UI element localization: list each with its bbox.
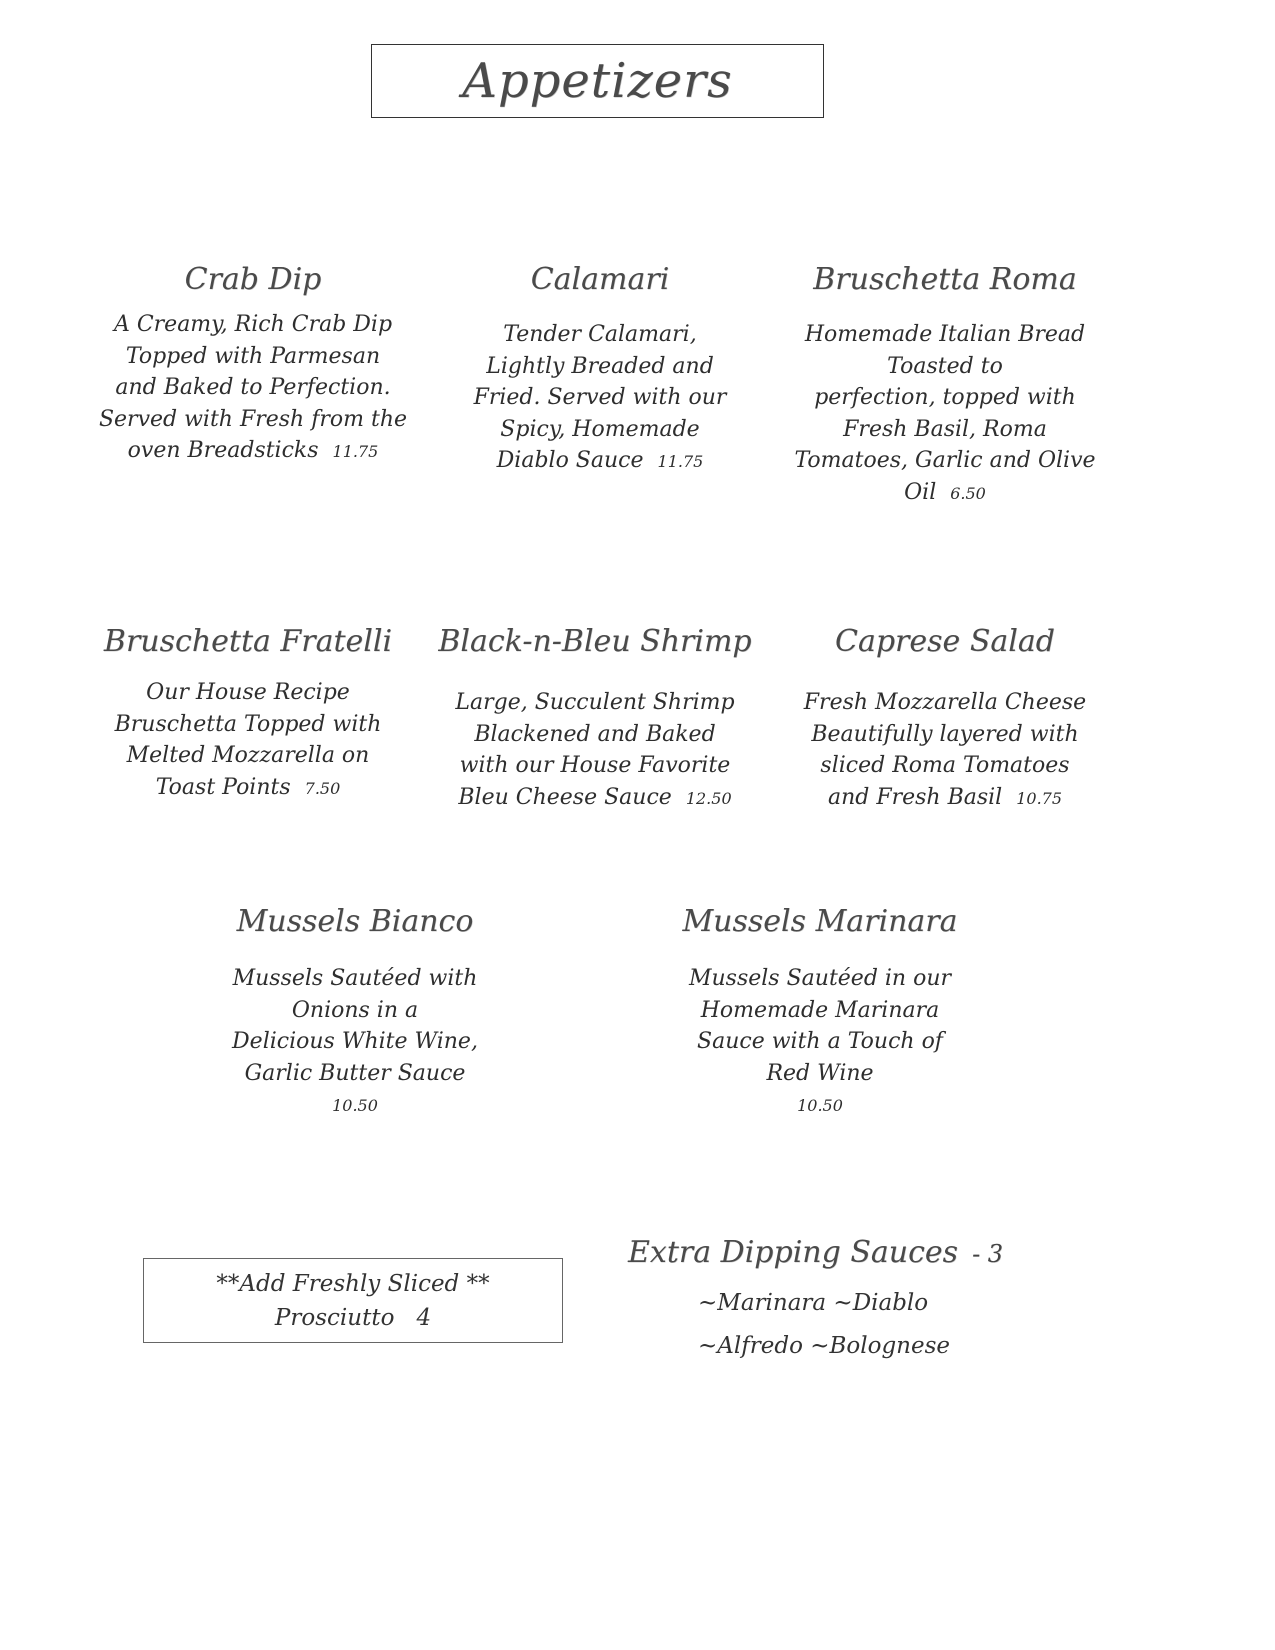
menu-item [785, 624, 1105, 814]
description-line: Delicious White Wine, [232, 1029, 478, 1054]
item-price: 11.75 [657, 452, 704, 471]
page-title: Appetizers [462, 53, 733, 109]
item-name: Mussels Bianco [236, 904, 474, 939]
description-line: Homemade Italian Bread [804, 322, 1086, 347]
menu-item [83, 624, 413, 804]
description-line: Toasted to [887, 353, 1003, 379]
description-line: Red Wine [766, 1060, 874, 1086]
description-line: Garlic Butter Sauce [244, 1060, 466, 1086]
item-price: 7.50 [304, 778, 341, 798]
item-description [195, 963, 515, 1122]
menu-item [83, 262, 423, 468]
menu-item [655, 904, 985, 1122]
description-line: Topped with Parmesan [125, 343, 381, 369]
item-price: 10.50 [797, 1096, 843, 1115]
description-line: with our House Favorite [459, 753, 731, 778]
sauces-section [628, 1235, 1048, 1368]
item-price: 10.75 [1016, 788, 1063, 808]
addon-item: Prosciutto 4 [274, 1305, 432, 1331]
item-description [655, 963, 985, 1122]
description-line: Fried. Served with our [473, 385, 727, 410]
item-name: Calamari [530, 262, 670, 297]
description-line: perfection, topped with [814, 385, 1076, 410]
menu-item [450, 262, 750, 478]
item-description [83, 309, 423, 468]
item-description [83, 677, 413, 804]
item-price: 6.50 [950, 483, 986, 503]
item-name: Black-n-Bleu Shrimp [438, 624, 752, 659]
description-line: Toast Points 7.50 [155, 774, 341, 800]
description-line: Oil 6.50 [904, 479, 986, 505]
item-description [785, 687, 1105, 814]
description-line: Bruschetta Topped with [114, 711, 382, 737]
description-line: Mussels Sautéed in our [688, 966, 952, 991]
item-name: Bruschetta Fratelli [103, 624, 393, 659]
item-price: 11.75 [332, 442, 379, 461]
title-box [371, 44, 824, 118]
description-line: Bleu Cheese Sauce 12.50 [458, 784, 732, 810]
menu-item [430, 624, 760, 814]
description-line [195, 1089, 515, 1122]
description-line: Onions in a [291, 997, 419, 1023]
sauces-title-text: Extra Dipping Sauces [628, 1235, 959, 1270]
description-line [655, 1089, 985, 1122]
description-line: and Fresh Basil 10.75 [827, 784, 1063, 810]
sauces-title [628, 1235, 1048, 1270]
description-line: Blackened and Baked [474, 721, 716, 747]
description-line: Tender Calamari, [503, 322, 697, 347]
description-line: Fresh Basil, Roma [843, 416, 1047, 442]
description-line: Tomatoes, Garlic and Olive [794, 448, 1096, 473]
description-line: Melted Mozzarella on [126, 743, 370, 768]
description-line: Spicy, Homemade [500, 416, 700, 442]
item-description [450, 319, 750, 478]
item-price: 12.50 [685, 788, 732, 808]
item-description [775, 319, 1115, 509]
description-line: Homemade Marinara [700, 997, 940, 1023]
menu-item [195, 904, 515, 1122]
description-line: Our House Recipe [146, 680, 350, 705]
description-line: sliced Roma Tomatoes [820, 753, 1070, 778]
description-line: Served with Fresh from the [98, 406, 408, 432]
description-line: Lightly Breaded and [486, 353, 714, 379]
sauces-line: ~Alfredo ~Bolognese [698, 1333, 951, 1359]
addon-box [143, 1258, 563, 1343]
description-line: Large, Succulent Shrimp [455, 690, 735, 715]
item-name: Mussels Marinara [682, 904, 958, 939]
item-name: Bruschetta Roma [813, 262, 1077, 297]
description-line: Mussels Sautéed with [232, 966, 478, 991]
menu-item [775, 262, 1115, 509]
item-name: Crab Dip [184, 262, 322, 297]
addon-price: 4 [416, 1305, 432, 1331]
item-name: Caprese Salad [835, 624, 1055, 659]
description-line: Diablo Sauce 11.75 [496, 448, 704, 473]
sauces-line: ~Marinara ~Diablo [698, 1290, 929, 1316]
description-line: A Creamy, Rich Crab Dip [113, 312, 393, 337]
sauces-price: - 3 [972, 1240, 1004, 1268]
description-line: and Baked to Perfection. [115, 375, 391, 400]
description-line: oven Breadsticks 11.75 [127, 438, 379, 463]
description-line: Fresh Mozzarella Cheese [803, 690, 1087, 715]
addon-heading: **Add Freshly Sliced ** [216, 1271, 490, 1297]
item-description [430, 687, 760, 814]
item-price: 10.50 [332, 1096, 378, 1115]
description-line: Beautifully layered with [811, 721, 1079, 747]
description-line: Sauce with a Touch of [697, 1029, 943, 1054]
